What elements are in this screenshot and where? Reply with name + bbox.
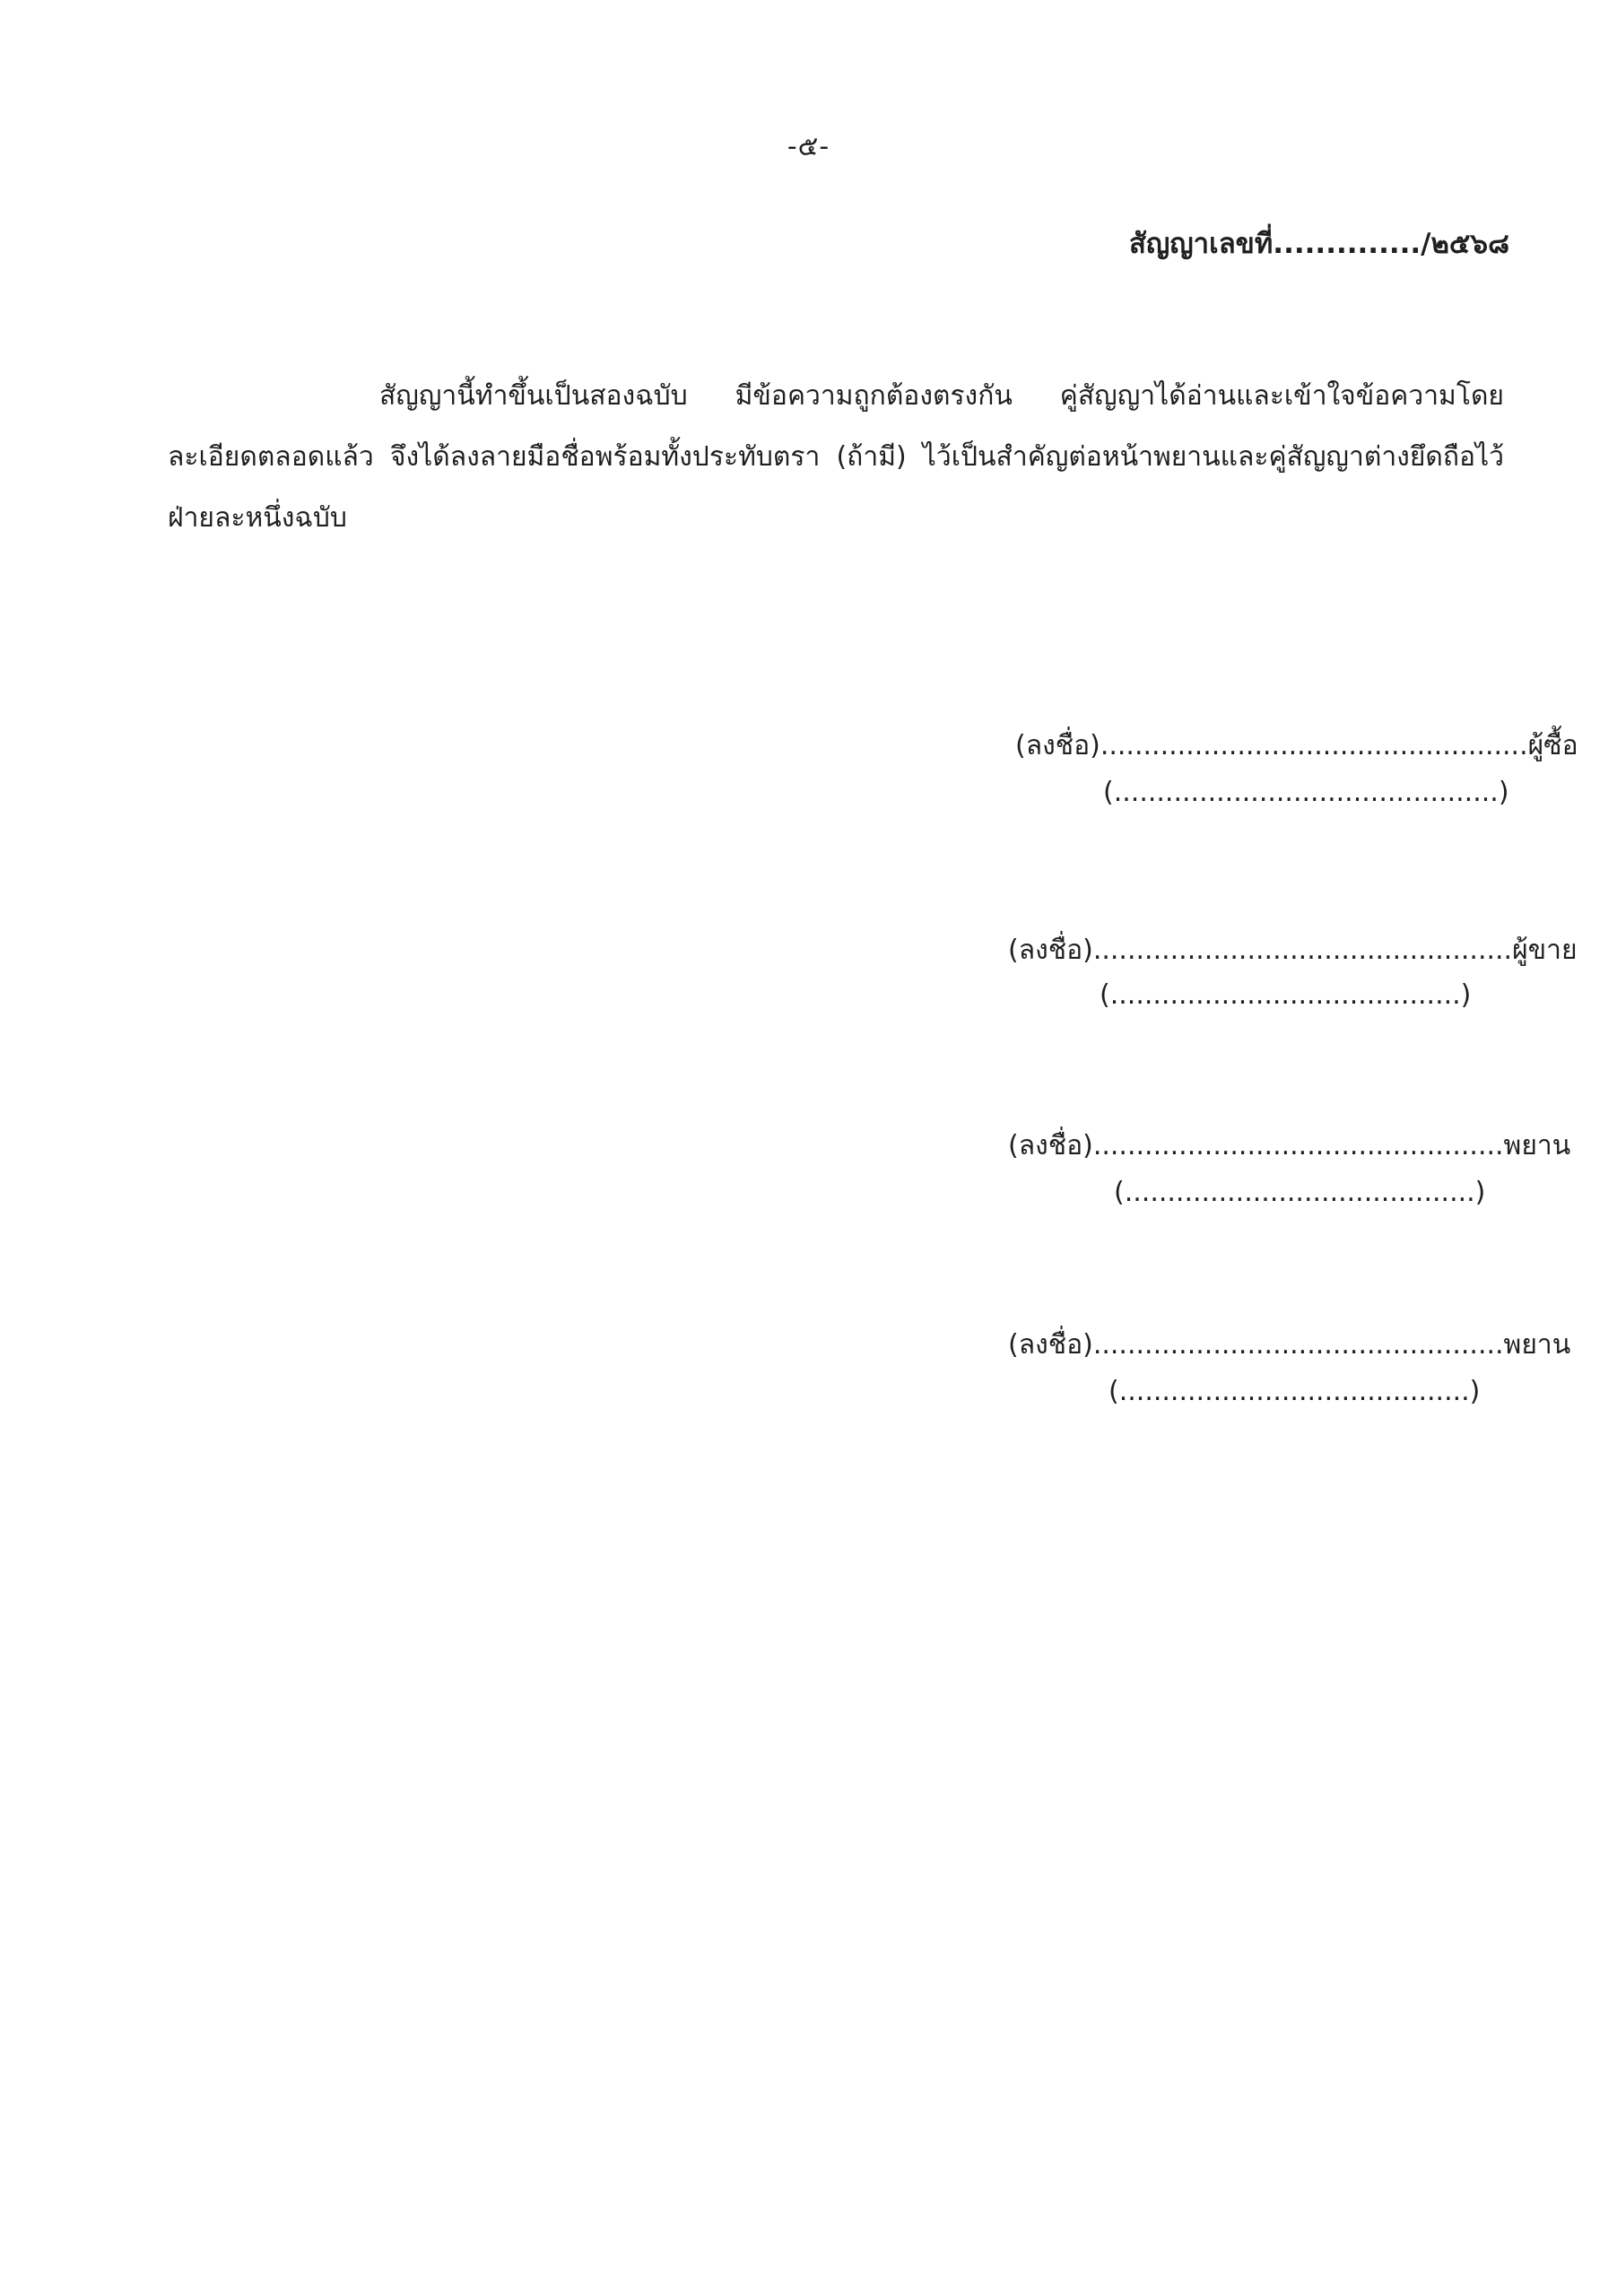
contract-number: สัญญาเลขที่............../๒๕๖๘ bbox=[1128, 228, 1509, 260]
witness-2-sign-line: (ลงชื่อ)................................................พยาน bbox=[1008, 1329, 1571, 1361]
witness-1-name-line: (.........................................) bbox=[1114, 1177, 1486, 1208]
buyer-sign-line: (ลงชื่อ)..................................................ผู้ซื้อ bbox=[1015, 730, 1578, 761]
body-paragraph-container bbox=[168, 366, 1504, 549]
seller-name-line: (.........................................) bbox=[1100, 979, 1472, 1011]
body-paragraph: สัญญานี้ทำขึ้นเป็นสองฉบับ มีข้อความถูกต้องตรงกัน คู่สัญญาได้อ่านและเข้าใจข้อความโดยละเอียดตลอดแล้ว จึงได้ลงลายมือชื่อพร้อมทั้งประทับตรา (ถ้ามี) ไว้เป็นสำคัญต่อหน้าพยานและคู่สัญญาต่างยึดถือไว้ฝ่ายละหนึ่งฉบับ bbox=[168, 380, 1504, 534]
witness-1-sign-line: (ลงชื่อ)................................................พยาน bbox=[1008, 1130, 1571, 1161]
buyer-name-line: (.............................................) bbox=[1103, 777, 1509, 808]
page-number: -๕- bbox=[787, 131, 830, 162]
witness-2-name-line: (.........................................) bbox=[1108, 1376, 1481, 1407]
seller-sign-line: (ลงชื่อ).................................................ผู้ขาย bbox=[1008, 935, 1578, 966]
